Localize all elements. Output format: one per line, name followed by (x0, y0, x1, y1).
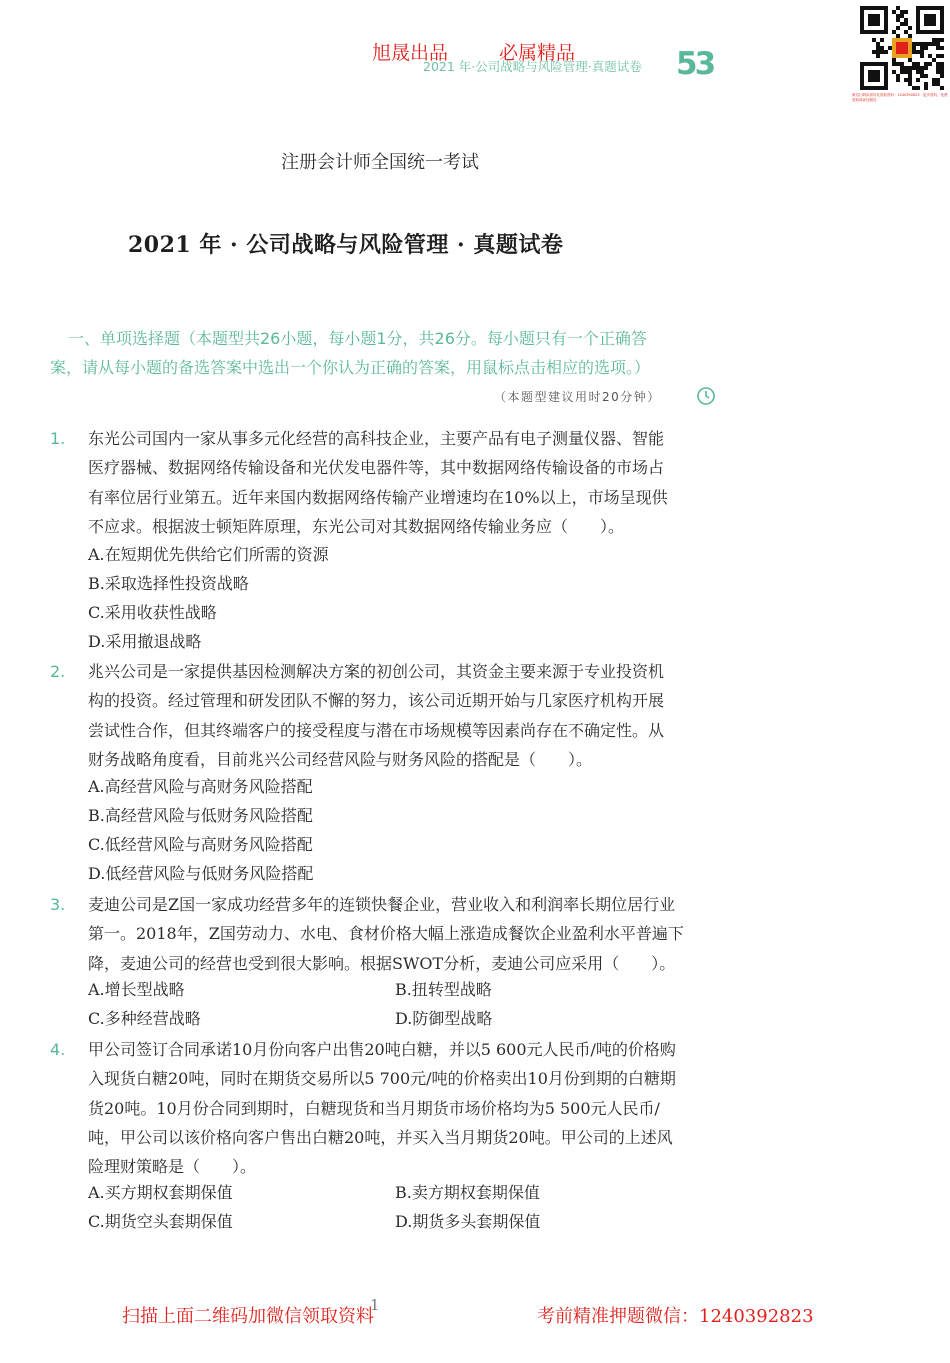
stem-line: 尝试性合作，但其终端客户的接受程度与潜在市场规模等因素尚存在不确定性。从 (88, 720, 665, 740)
stem-line: 险理财策略是（ ）。 (88, 1157, 257, 1177)
footer-right-promo: 考前精准押题微信：1240392823 (537, 1306, 814, 1327)
option-b[interactable]: B.卖方期权套期保值 (395, 1183, 540, 1202)
option-a[interactable]: A.买方期权套期保值 (88, 1183, 233, 1202)
stem-line: 降，麦迪公司的经营也受到很大影响。根据SWOT分析，麦迪公司应采用（ ）。 (88, 953, 676, 973)
clock-icon (696, 386, 716, 410)
option-d[interactable]: D.采用撤退战略 (88, 632, 202, 651)
footer-left-promo: 扫描上面二维码加微信领取资料 (122, 1306, 374, 1327)
option-b[interactable]: B.高经营风险与低财务风险搭配 (88, 806, 313, 825)
question-number: 3. (50, 895, 66, 914)
option-d[interactable]: D.低经营风险与低财务风险搭配 (88, 864, 314, 883)
option-c[interactable]: C.采用收获性战略 (88, 603, 217, 622)
stem-line: 不应求。根据波士顿矩阵原理，东光公司对其数据网络传输业务应（ ）。 (88, 516, 625, 536)
question-stem (88, 424, 718, 541)
page-number: 1 (370, 1296, 380, 1314)
option-a[interactable]: A.增长型战略 (88, 980, 185, 999)
question-stem (88, 657, 718, 774)
option-a[interactable]: A.在短期优先供给它们所需的资源 (88, 545, 329, 564)
question-number: 2. (50, 662, 66, 681)
option-c[interactable]: C.多种经营战略 (88, 1009, 201, 1028)
stem-line: 东光公司国内一家从事多元化经营的高科技企业，主要产品有电子测量仪器、智能 (88, 429, 665, 448)
stem-line: 构的投资。经过管理和研发团队不懈的努力，该公司近期开始与几家医疗机构开展 (88, 691, 665, 711)
stem-line: 财务战略角度看，目前兆兴公司经营风险与财务风险的搭配是（ ）。 (88, 749, 593, 769)
brand-logo: 53 (676, 46, 714, 82)
option-a[interactable]: A.高经营风险与高财务风险搭配 (88, 777, 313, 796)
stem-line: 货20吨。10月份合同到期时，白糖现货和当月期货市场价格均为5 500元人民币/ (88, 1098, 660, 1118)
promo-left: 旭晟出品 (372, 42, 449, 64)
question-number: 1. (50, 429, 66, 448)
stem-line: 甲公司签订合同承诺10月份向客户出售20吨白糖，并以5 600元人民币/吨的价格购 (88, 1040, 676, 1059)
question-stem (88, 1035, 718, 1181)
option-b[interactable]: B.扭转型战略 (395, 980, 492, 999)
stem-line: 有率位居行业第五。近年来国内数据网络传输产业增速均在10%以上，市场呈现供 (88, 487, 668, 507)
option-b[interactable]: B.采取选择性投资战略 (88, 574, 249, 593)
time-hint: （本题型建议用时20分钟） (494, 390, 661, 404)
stem-line: 兆兴公司是一家提供基因检测解决方案的初创公司，其资金主要来源于专业投资机 (88, 662, 665, 681)
stem-line: 吨，甲公司以该价格向客户售出白糖20吨，并买入当月期货20吨。甲公司的上述风 (88, 1127, 673, 1147)
section-heading-line2: 案，请从每小题的备选答案中选出一个你认为正确的答案，用鼠标点击相应的选项。） (50, 358, 651, 377)
section-heading-line1: 一、单项选择题（本题型共26小题，每小题1分，共26分。每小题只有一个正确答 (68, 329, 647, 348)
stem-line: 医疗器械、数据网络传输设备和光伏发电器件等，其中数据网络传输设备的市场占 (88, 458, 665, 478)
exam-name: 注册会计师全国统一考试 (281, 152, 479, 173)
option-c[interactable]: C.期货空头套期保值 (88, 1212, 233, 1231)
stem-line: 入现货白糖20吨，同时在期货交易所以5 700元/吨的价格卖出10月份到期的白糖期 (88, 1069, 676, 1089)
question-number: 4. (50, 1040, 66, 1059)
series-title: 2021 年·公司战略与风险管理·真题试卷 (423, 59, 642, 74)
option-d[interactable]: D.防御型战略 (395, 1009, 493, 1028)
page-title: 2021 年 · 公司战略与风险管理 · 真题试卷 (128, 232, 564, 258)
qr-caption: 微信扫码添加好友领取资料 · 1240392823 · 更多资料，免费领取请添加微信 (852, 93, 948, 102)
option-c[interactable]: C.低经营风险与高财务风险搭配 (88, 835, 313, 854)
option-d[interactable]: D.期货多头套期保值 (395, 1212, 541, 1231)
stem-line: 麦迪公司是Z国一家成功经营多年的连锁快餐企业，营业收入和利润率长期位居行业 (88, 895, 676, 914)
stem-line: 第一。2018年，Z国劳动力、水电、食材价格大幅上涨造成餐饮企业盈利水平普遍下 (88, 924, 684, 944)
question-stem (88, 890, 718, 978)
qr-code-icon (860, 6, 944, 90)
promo-right: 必属精品 (499, 42, 576, 64)
